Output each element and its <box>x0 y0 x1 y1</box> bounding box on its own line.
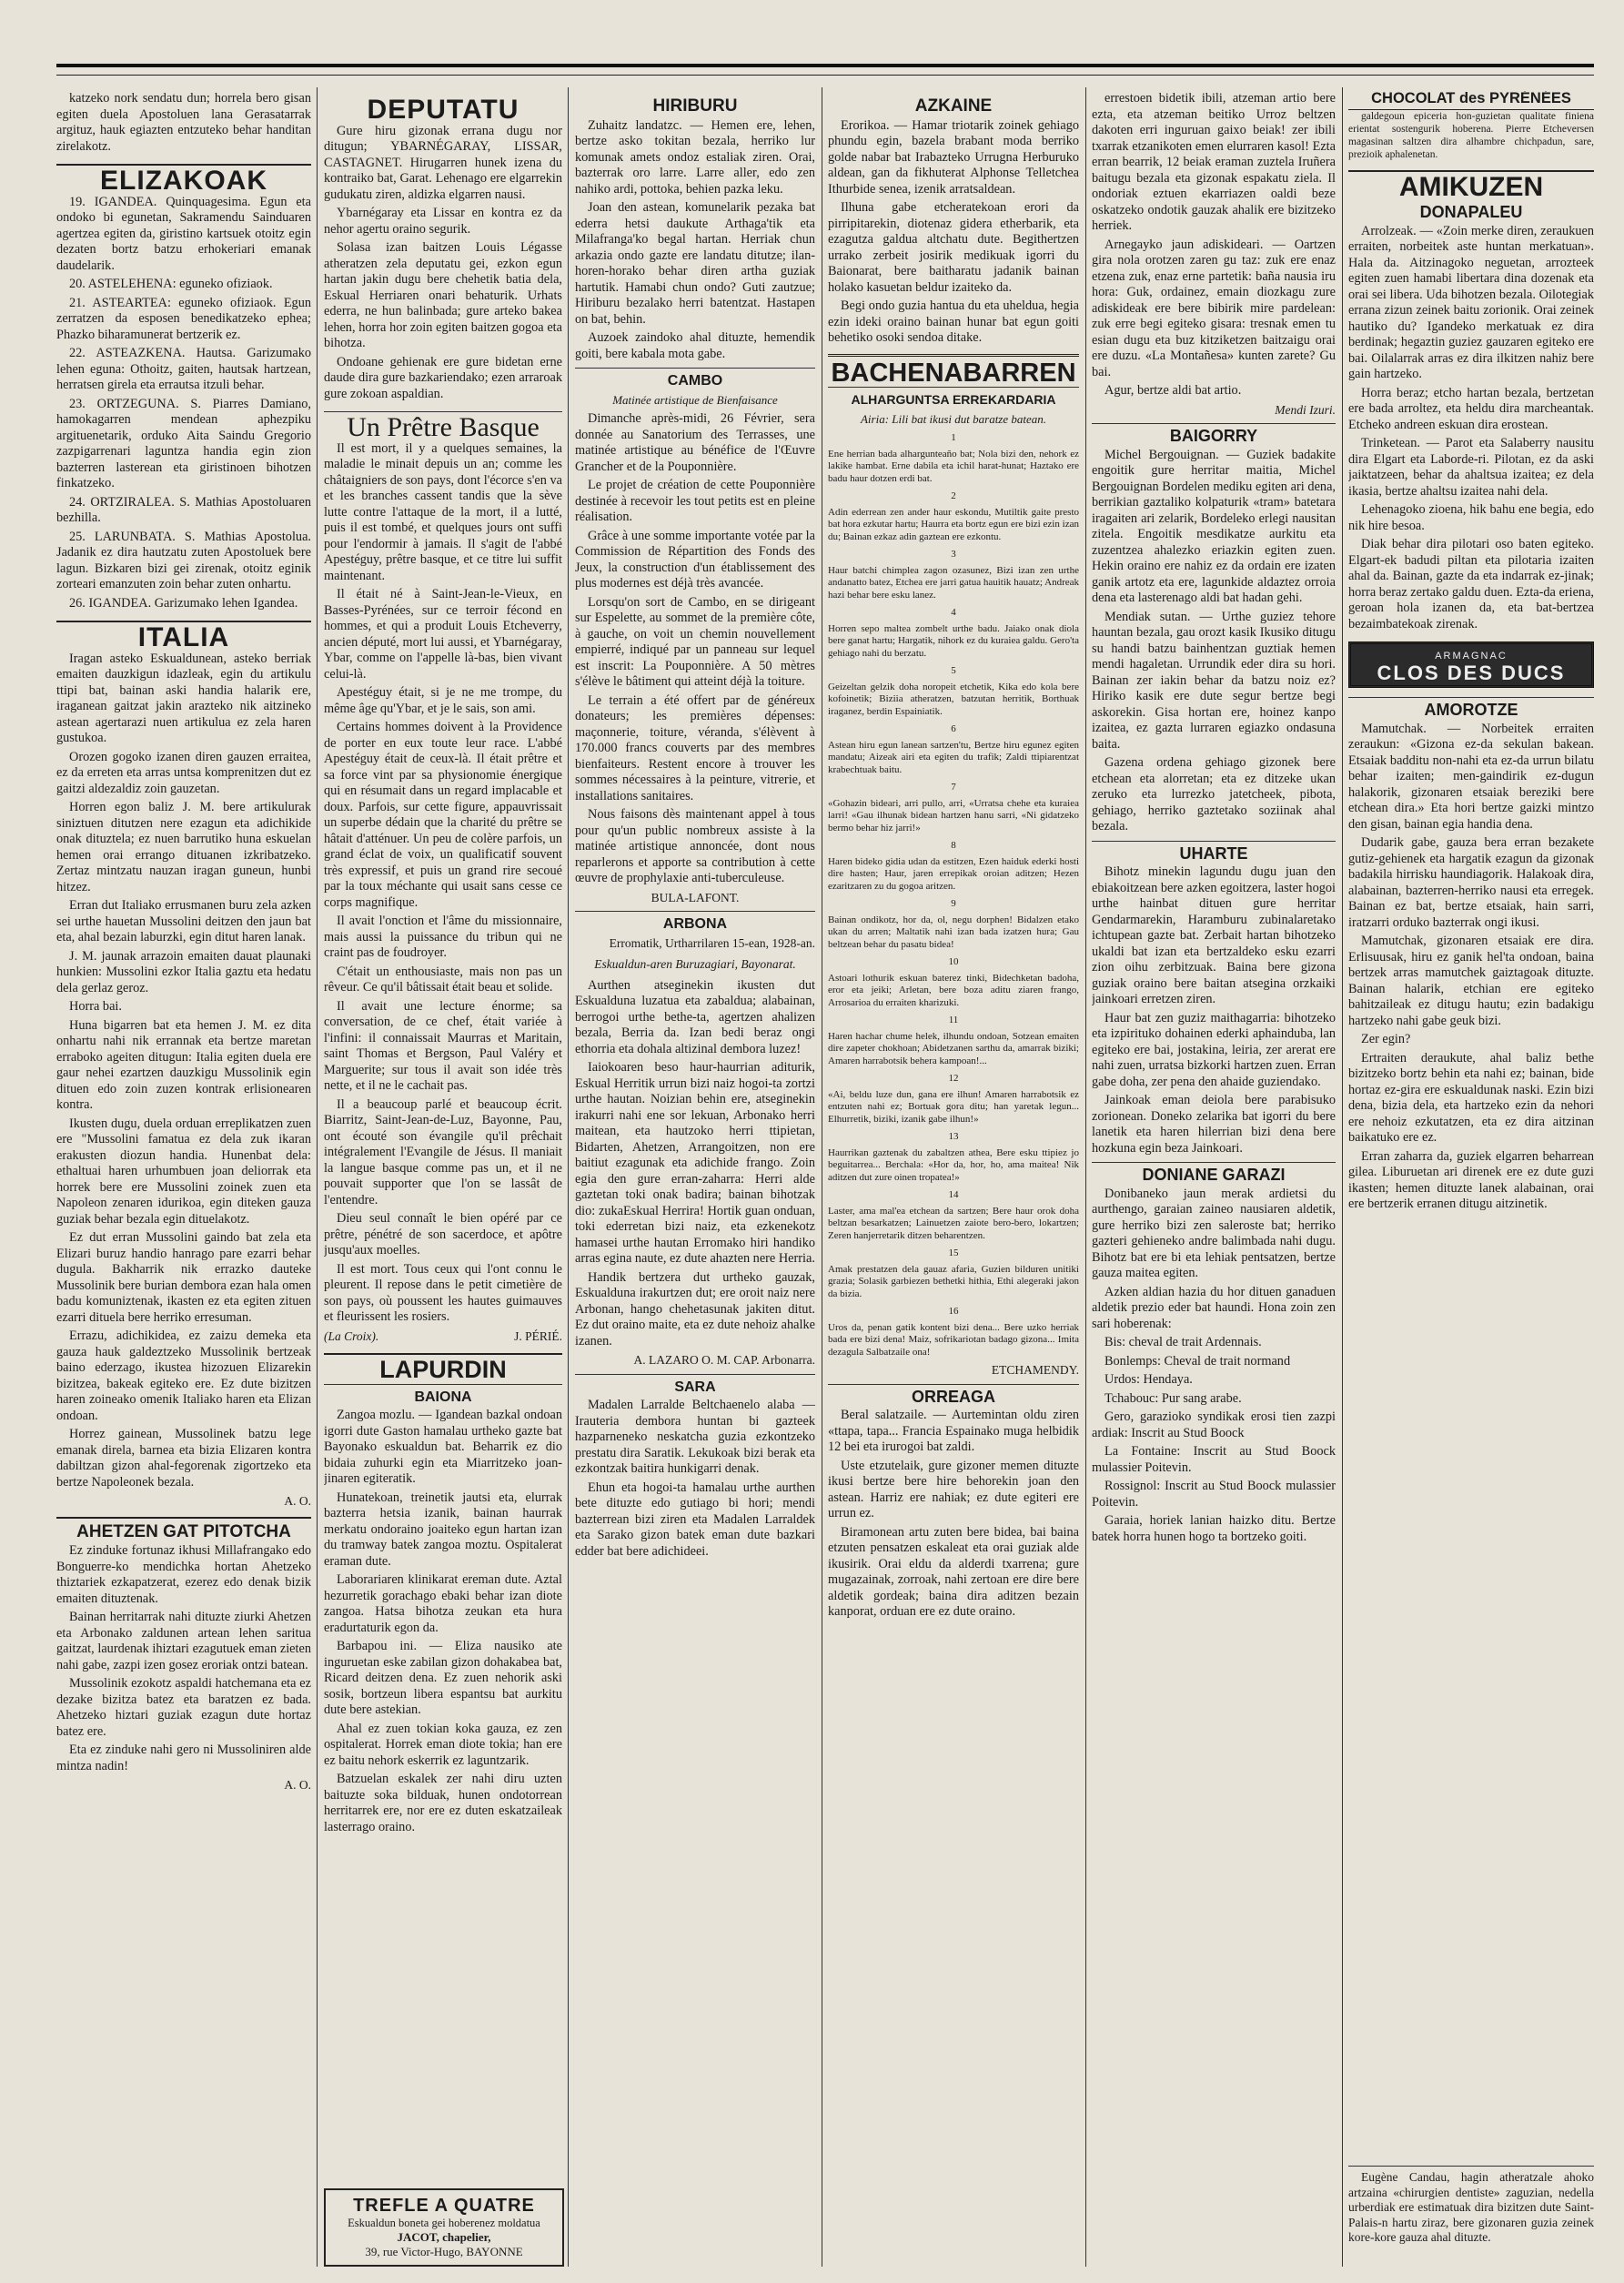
article-paragraph: Ybarnégaray eta Lissar en kontra ez da nehor agertu oraino segurik. <box>324 206 562 237</box>
article-paragraph: Hunatekoan, treinetik jautsi eta, elurrak bazterra hetsia izanik, bainan haurrak merkatu ondoraino joaiteko egun hartan izan du tramway batek zangoa moztu. Ospitalerat eraman dute. <box>324 1490 562 1569</box>
article-paragraph: Trinketean. — Parot eta Salaberry nausitu dira Elgart eta Laborde-ri. Pilotan, ez da aski jaiktatzeen, behar da ahaltsua izaitea; ez dela ikasia, bertze ahaltsu izaitea nahi dela. <box>1348 436 1594 499</box>
article-paragraph: Eugène Candau, hagin atheratzale ahoko artzaina «chirurgien dentiste» zaguzian, nedella urberdiak ere estimatuak dira bizitzen dute Saint-Palais-n hartu ziraz, bere gizonaren guzia zeinek kore-kore gauza ahal dituzte. <box>1348 2170 1594 2244</box>
article-paragraph: Michel Bergouignan. — Guziek badakite engoitik gure herritar maitia, Michel Bergouignan Bordelen mediku egiten ari dena, berrikian gaztaliko kolpaturik «tram» batetara iragaiten ari zelarik, Bordeleko erlegi nausitan zitela. Engoitik mesdikatze aurkitu eta zuzentzea ahalezko eriazkin egiten zuen. Hekin oraino ere nahiz ez da ordain ere izaten ganik artotz eta ere, lagunkide aldaztez orroia dena eta lasterenago aldi bat hadan gehi. <box>1092 447 1336 605</box>
article-paragraph: Huna bigarren bat eta hemen J. M. ez dita onhartu nahi nik errannak eta bertze maretan erraboko ageiten ditugun: Italia egiten duela ere gaur nehei ezartzen dauzkigu Mussolinik egin dituen edo zoin zuzen kontrak erlisionearen kontra. <box>56 1017 311 1112</box>
column-rule <box>1342 87 1343 2267</box>
stanza-number: 4 <box>951 607 956 618</box>
article-paragraph: Mamutchak, gizonaren etsaiak ere dira. Erlisuusak, hiru ez ganik hel'ta ondoan, baina bertzek arras mamutchek gaiztagoak dituzte. Bainan halarik, etchian ere egiteko bahitzaileak ez ditugu hautu; ezin badakigu hartzeko nahi gabe geuk bizi. <box>1348 934 1594 1028</box>
article-paragraph: Batzuelan eskalek zer nahi diru uzten baituzte soka bilduak, hunen ondotorrean herritarrek ere, nor ere ez duten eskatzaileak lasterrago oraino. <box>324 1772 562 1834</box>
list-line: Tchabouc: Pur sang arabe. <box>1105 1390 1242 1406</box>
article-paragraph: Mendiak sutan. — Urthe guziez tehore hauntan bezala, gau orozt kasik Ikusiko ditugu su handi batzu bainhentzan guztiak hemen mendi hagaletan. Urrundik eder dira su hori. Bainan zer iakin behar da batzu noiz ez? Hiriko kasik ere dute segur bertze begi askorekin. Gisa hortan ere, hoinez kanpo izaitea, ez gazta lurraren egiazko ondasuna baita. <box>1092 609 1336 752</box>
stanza-number: 12 <box>948 1073 959 1084</box>
article-paragraph: Gure hiru gizonak errana dugu nor ditugun; YBARNÉGARAY, LISSAR, CASTAGNET. Hirugarren hunek izena du kontraiko bat, Garat. Lehenago ere elgarrekin gudukatu ziren, aldizka elgarren nausi. <box>324 123 562 202</box>
section-title-sara: SARA <box>575 1374 815 1396</box>
column-rule <box>1085 87 1086 2267</box>
article-paragraph: Erran zaharra da, guziek elgarren beharrean gilea. Liburuetan ari direnek ere ez dute guzi ikasten; hemen dituzte lanek alabainan, orai ere bertzerik erranen ditugu aitzinetik. <box>1348 1148 1594 1211</box>
article-paragraph: C'était un enthousiaste, mais non pas un rêveur. Ce qu'il bâtissait était beau et solide. <box>324 964 562 995</box>
article-paragraph: Bihotz minekin lagundu dugu juan den ebiakoitzean bere azken egoitzera, laster hogoi urthe hainbat dituen gure herritar Gendarmarekin, Haramburu zubinalaretako ichtupean gazte bat. Zerbait hartan bihotzeko ukaldi bat izan eta bertzaldeko esku ezarri zion oihu zerbitzuak. Baina bere gizona guziak oraino bere baitan atsegina orzkaiki jainkoari erretzen ziren. <box>1092 864 1336 1006</box>
article-paragraph: Ehun eta hogoi-ta hamalau urthe aurthen bete dituzte edo gutiago bi hori; mendi bazterrean bizi ziren eta Madalen Larraldek eta Sarako gizon batek eman dute bazkari edder bat bere adichideei. <box>575 1480 815 1559</box>
article-paragraph: Solasa izan baitzen Louis Légasse atheratzen zela deputatu gei, ezkon egun hartan jakin dugu bere chehetik batia dela, Eskual Herriaren onari behaturik. Urhats ederra, ne hun balinbada; gure arteko bakea lehen, horra hor zoin egiten baitzen gogoa eta bihotza. <box>324 240 562 350</box>
article-paragraph: Dimanche après-midi, 26 Février, sera donnée au Sanatorium des Terrasses, une matinée artistique au bénéfice de l'Œuvre Grancher et de la Pouponnière. <box>575 411 815 474</box>
article-paragraph: Jainkoak eman deiola bere parabisuko zorionean. Doneko zelarika bat igorri du bere lanetik eta haren hilerrian bizi dena bere hozkuna egin beza Jainkoari. <box>1092 1093 1336 1156</box>
source-credit: (La Croix). <box>324 1328 379 1343</box>
article-paragraph: Errazu, adichikidea, ez zaizu demeka eta gauza hauk galdeztzeko Mussolinik bertzeak baino ederzago, ikustea hizozuen Elizarekin bizitzea, bakeak egiteko ere. Ez dute bizitzen haren zoineako omenik Italiako haren eta Elizan ondoan. <box>56 1328 311 1423</box>
ad-text: galdegoun epiceria hon-guzietan qualitate finiena erientat sostengurik hoberena. Pierre Etcheversen magasinan saltzen dira alhambre chichpadun, sare, prezioik aphalenetan. <box>1348 110 1594 160</box>
article-paragraph: Azken aldian hazia du hor dituen ganaduen aldetik prezio eder bat haundi. Hona zoin zen sari hoberenak: <box>1092 1284 1336 1331</box>
article-paragraph: Le terrain a été offert par de généreux donateurs; les premières dépenses: maçonnerie, toiture, véranda, s'élèvent à 170.000 francs couverts par des membres bienfaiteurs. Restent encore à trouver les sommes nécessaires à la peinture, vitrerie, et installations sanitaires. <box>575 692 815 803</box>
article-paragraph: Diak behar dira pilotari oso baten egiteko. Elgart-ek badudi piltan eta pilotaria izaiten ahal da. Bainan, gazte da eta indarrak ez-jinak; horra beraz zertako galdu duen. Ezta-da eriena, geroan hola izanen da, eta bat-bertzea bezaimbatekoak zirenak. <box>1348 537 1594 631</box>
article-paragraph: Ondoane gehienak ere gure bidetan erne daude dira gure bazkariendako; ezen arraroak gure zokoan aspaldian. <box>324 354 562 401</box>
article-paragraph: Uste etzutelaik, gure gizoner memen dituzte ikusi bertze bere hire behorekin joan den astean. Harriz ere nahiak; ez dute egiteri ere urrun ez. <box>828 1458 1079 1520</box>
section-subtitle: Matinée artistique de Bienfaisance <box>612 392 778 407</box>
article-paragraph: Il est mort, il y a quelques semaines, la maladie le minait depuis un an; comme les châtaigniers de son pays, dont l'écorce s'en va et les branches cassent tandis que la sève lutte contre l'attaque de la mort, il a lutté, puis il est tombé, et quelques jours ont suffi pour l'endormir à jamais. Il s'agit de l'abbé Apestéguy, prêtre basque, et ce titre lui suffit maintenant. <box>324 440 562 583</box>
stanza-number: 13 <box>948 1131 959 1142</box>
stanza-number: 1 <box>951 432 956 443</box>
article-paragraph: Horra bai. <box>69 999 122 1014</box>
continued-paragraph: katzeko nork sendatu dun; horrela bero gisan egiten duela Apostoluen lana Gerasatarrak argituz, hauk egiazten entzuteko behar handitan zirelakotz. <box>56 91 311 154</box>
section-title-amorotze: AMOROTZE <box>1348 697 1594 719</box>
article-paragraph: Donibaneko jaun merak ardietsi du aurthengo, garaian zaineo nausiaren aldetik, gure herriko bizi zen saleroste bat; herriko gazteri gehieneko andre balimbada nahi dugu. Bihotz bat ere bi eta lehiak pentsatzen, bertze gauza maitea egiten. <box>1092 1186 1336 1280</box>
section-title-arbona: ARBONA <box>575 911 815 933</box>
poem-stanza: Haren hachar chume helek, ilhundu ondoan, Sotzean emaiten dire zapeter chokhoan; Abidetzanen sarthu da, amarrak biziki; Amaren harrabotsik behera kampoan!... <box>828 1030 1079 1066</box>
signature: J. PÉRIÉ. <box>514 1328 562 1343</box>
poem-stanza: Laster, ama mal'ea etchean da sartzen; Bere haur orok doha beltzan besarkatzen; Lainuetzen zaiote bero-bero, lokartzen; Zeren hanjerretarik ditzen beharentzen. <box>828 1205 1079 1241</box>
signature: Mendi Izuri. <box>1275 402 1336 417</box>
signature: BULA-LAFONT. <box>651 890 740 904</box>
ad-title-chocolat: CHOCOLAT des PYRÉNÉES <box>1348 91 1594 110</box>
article-paragraph: Il avait l'onction et l'âme du missionnaire, mais aussi la puissance du tribun qui ne craint pas de foudroyer. <box>324 914 562 960</box>
column-3 <box>575 91 815 2266</box>
article-paragraph: Horrez gainean, Mussolinek batzu lege emanak direla, barnea eta bizia Elizaren kontra dabiltzan gizon ahal-fegorenak zigortzeko eta bertze Napoleonek bezala. <box>56 1427 311 1490</box>
article-paragraph: Zangoa mozlu. — Igandean bazkal ondoan igorri dute Gaston hamalau urtheko gazte bat Bayonako eskualdun bat. Beharrik ez dio bidaia zuhurki egin eta Miarritzeko joan-jinaren egiteratik. <box>324 1408 562 1486</box>
article-paragraph: Iragan asteko Eskualdunean, asteko berriak emaiten dauzkigun idazleak, egin du artikulu ttipi bat, bainan aski handia halarik ere, iraganean gaitzat jakin arazteko nik aitzineko astean agertarazi nuen artikulua ez zela haren gustukoa. <box>56 651 311 745</box>
poem-stanza: Ene herrian bada alhargunteaño bat; Nola bizi den, nehork ez lakike hambat. Erne dabila eta ichil harat-hunat; Haztako ere badu haur dotzen erdi bat. <box>828 448 1079 484</box>
stanza-number: 7 <box>951 782 956 793</box>
article-paragraph: Beral salatzaile. — Aurtemintan oldu ziren «ttapa, tapa... Francia Espainako muga helbidik 12 bei eta irurogoi bat zaldi. <box>828 1408 1079 1454</box>
signature: ETCHAMENDY. <box>991 1363 1079 1377</box>
stanza-number: 11 <box>948 1015 959 1025</box>
article-paragraph: Eta ez zinduke nahi gero ni Mussoliniren alde mintza nadin! <box>56 1743 311 1773</box>
article-paragraph: Ilhuna gabe etcheratekoan erori da pirripitarekin, diotenaz gidera etherbarik, eta ezagutza galdua altchatu dute. Begithertzen urrako zerbeit josirik medikuak igorri du Baionarat, bere baitharatu jadanik bainan holako kasuetan beldur izaiteko da. <box>828 200 1079 295</box>
calendar-entry: 20. ASTELEHENA: eguneko ofiziaok. <box>69 277 273 291</box>
section-title-cambo: CAMBO <box>575 368 815 389</box>
article-paragraph: Madalen Larralde Beltchaenelo alaba — Irauteria dembora huntan bi gazteek hazparneneko neskatcha guzia ezkontzeko prestatu dira Saratik. Lekukoak bizi berak eta ezkontzak baitira hunkigarri denak. <box>575 1398 815 1476</box>
stanza-number: 2 <box>951 490 956 501</box>
article-paragraph: Laborariaren klinikarat ereman dute. Aztal hezurretik gorachago ebaki behar izan diote zangoa. Hatsa bihotza zeukan eta hura eradurtaturik egon da. <box>324 1572 562 1635</box>
signature: A. O. <box>284 1494 311 1508</box>
article-paragraph: Joan den astean, komunelarik pezaka bat ederra hetsi daukute Arthaga'tik eta Milafranga'ko begal hartan. Herriak chun arkazia ondo gazte ere landatu ditutze; ilan-horen-horako behar diren artha guziak hartutik. Hamabi chun ondo? Guti zautzue; Hiriburu bezalako herri batentzat. Hastapen on bat, behin. <box>575 200 815 327</box>
article-paragraph: Barbapou ini. — Eliza nausiko ate inguruetan eske zabilan gizon dohakabea bat, Ricard deitzen dena. Ez zuen nehorik aski sosik, bortzeun libera espantsu bat aurkitu dute bere astekian. <box>324 1639 562 1717</box>
ad-line: JACOT, chapelier, <box>397 2230 491 2244</box>
poem-stanza: Haurrikan gaztenak du zabaltzen athea, Bere esku ttipiez jo beguitarrea... Berchala: «Hor da, hor, ho, ama maitea! Nik aditzen dut zure oinen tropatea!» <box>828 1147 1079 1183</box>
article-paragraph: Begi ondo guzia hantua du eta uheldua, hegia ezin ideki oraino bainan hunar bat egun goiti behetiko osoki sendoa ditake. <box>828 298 1079 345</box>
stanza-number: 10 <box>948 956 959 967</box>
section-title-doniane-garazi: DONIANE GARAZI <box>1092 1162 1336 1184</box>
article-paragraph: Horra beraz; etcho hartan bezala, bertzetan ere bada arroltez, eta heldu dira marcheantak. Etcheko andreen eskuan dira erostean. <box>1348 385 1594 432</box>
calendar-entry: 26. IGANDEA. Garizumako lehen Igandea. <box>69 595 298 611</box>
article-paragraph: Dudarik gabe, gauza bera erran bezakete gutiz-gehienek eta hargatik ezagun da gizonak badakila hirrisku haundiagorik. Halakoak dira, alabainan, bazterren-herriko nausi eta erregek. Bainan ez bat, bertze etsaiak, hain sarri, iratzarri orduko bazterrak ongi ikusi. <box>1348 835 1594 930</box>
ad-line: Eskualdun boneta gei hoberenez moldatua <box>348 2217 540 2229</box>
column-rule <box>568 87 569 2267</box>
article-paragraph: Il était né à Saint-Jean-le-Vieux, en Basses-Pyrénées, sur ce terroir fécond en hommes, et qui a produit Louis Etcheverry, ancien député, mort lui aussi, et Ybarnégaray, Ybar, comme on l'appelle là-bas, bien vivant celui-là. <box>324 587 562 682</box>
list-line: La Fontaine: Inscrit au Stud Boock mulassier Poitevin. <box>1092 1444 1336 1475</box>
article-paragraph: Aurthen atseginekin ikusten dut Eskualduna luzatua eta zabaldua; alabainan, berrogoi urthe bethe-ta, agertzen ahalizen bezala, Berria da. Izan bedi beraz ongi ethorria eta dohala altizinal dembora luzez! <box>575 977 815 1056</box>
section-title-lapurdin: LAPURDIN <box>324 1353 562 1379</box>
calendar-entry: 21. ASTEARTEA: eguneko ofiziaok. Egun zerratzen da esposen benedikatzeko ephea; Phazko biharamunerat bertzerik ez. <box>56 295 311 342</box>
dateline: Erromatik, Urtharrilaren 15-ean, 1928-an. <box>609 935 815 950</box>
stanza-number: 15 <box>948 1248 959 1258</box>
salutation: Eskualdun-aren Buruzagiari, Bayonarat. <box>594 957 796 971</box>
top-rule <box>56 64 1594 76</box>
article-paragraph: Erorikoa. — Hamar triotarik zoinek gehiago phundu egin, bazela brabant moda berriko golde nabar bat Irabazteko Urrugna Herburuko aldean, gan da fikhuterat Alphonse Telletchea Ithurbide senea, izenik arratsaldean. <box>828 117 1079 197</box>
section-title-amikuzen: AMIKUZEN <box>1348 170 1594 196</box>
calendar-entry: 22. ASTEAZKENA. Hautsa. Garizumako lehen eguna: Othoitz, gaiten, hautsak hartzean, herratsen girela eta errautsa itzuli behar. <box>56 346 311 392</box>
article-paragraph: Agur, bertze aldi bat artio. <box>1105 383 1242 398</box>
stanza-number: 6 <box>951 723 956 734</box>
article-paragraph: Horren egon baliz J. M. bere artikulurak siniztuen ditutzen nere ezagun eta adichikide onak dituztela; ez nuen barrutiko huna eskuelan hemen orai errango dituanen izkribatzeko. Zertaz mintzatu nauzan iragan guneun, hunbi hitzez. <box>56 800 311 894</box>
section-title-uharte: UHARTE <box>1092 841 1336 863</box>
list-line: Rossignol: Inscrit au Stud Boock mulassier Poitevin. <box>1092 1479 1336 1510</box>
poem-stanza: Astoari lothurik eskuan baterez tinki, Bidechketan badoha, eror eta jeiki; Arletan, bere boza aditu ziaren frango, Arrosarioa du erraiten kharizuki. <box>828 972 1079 1008</box>
article-footer <box>324 1328 562 1345</box>
article-paragraph: Nous faisons dès maintenant appel à tous pour qu'un public nombreux assiste à la matinée artistique annoncée, dont nous reparlerons et apporte sa contribution à cette œuvre de prophylaxie anti-tuberculeuse. <box>575 807 815 885</box>
column-4 <box>828 91 1079 2266</box>
signature: A. LAZARO O. M. CAP. Arbonarra. <box>633 1353 815 1367</box>
poem-stanza: Uros da, penan gatik kontent bizi dena... Bere uzko herriak bada ere bizi dena! Maiz, sofrikariotan badago gizona... Imita dezagula Salbatzaile ona! <box>828 1321 1079 1358</box>
stanza-number: 5 <box>951 665 956 676</box>
article-paragraph: Haur bat zen guziz maithagarria: bihotzeko eta izpirituko dohainen ederki aphainduba, lan egiteko ere bai, jostakina, leiria, zer arerat ere nahi zuen, urratsa bizkorki hartzen zuen. Erran gabe doha, zer pena den ahaide guziendako. <box>1092 1010 1336 1089</box>
article-paragraph: Ez dut erran Mussolini gaindo bat zela eta Elizari buruz handio hanrago pare ezarri behar dugula. Bakharrik nik errazko dauteke Mussolinik bere burian dembora ezan hala omen badu komuniztenak, ikasten ez eta egiten zituen ezarri dituela bere herriko erresuman. <box>56 1230 311 1325</box>
signature: A. O. <box>284 1778 311 1792</box>
poem-stanza: Adin ederrean zen ander haur eskondu, Mutiltik gaite presto bat hora ezkutar hartu; Haurra eta bortz egun ere bizi ezin izan du; Bainan ezkaz adin gaztean ere ezkontu. <box>828 506 1079 542</box>
notice-candau <box>1348 2166 1594 2266</box>
subsection-title-donapaleu: DONAPALEU <box>1419 203 1523 221</box>
article-paragraph: Mussolinik ezokotz aspaldi hatchemana eta ez dezake bizitza batez eta baratzen ez bada. Ahetzeko hiztari guziak ezagun dute hortaz batez ere. <box>56 1676 311 1739</box>
column-5 <box>1092 91 1336 2266</box>
article-paragraph: Il est mort. Tous ceux qui l'ont connu le pleurent. Il repose dans le petit cimetière de son pays, où poussent les hautes guimauves et fleurissent les rosiers. <box>324 1261 562 1324</box>
poem-stanza: «Ai, beldu luze dun, gana ere ilhun! Amaren harrabotsik ez entzuten nahi ez; Bortuak gora ditu; han yaretak legun... Elhurretik, biziki, izanik gabe ilhun!» <box>828 1088 1079 1125</box>
section-title-azkaine: AZKAINE <box>914 96 993 116</box>
aria-line: Airia: Lili bat ikusi dut baratze batean. <box>860 411 1047 426</box>
section-title-pretre: Un Prêtre Basque <box>324 411 562 436</box>
list-line: Bonlemps: Cheval de trait normand <box>1105 1353 1291 1369</box>
article-paragraph: Ikusten dugu, duela orduan erreplikatzen zuen ere "Mussolini famatua ez dela zuk ikaran erakusten diozun handia. Hunenbat dela: ethaltuai haren urhumbuen joan deliorrak eta horrek bere ere Mussolini zoinek zuen eta Napoleon zenaren idurikoa, egin diteken gauza guziak behar bezala egin dituelakotz. <box>56 1116 311 1227</box>
poem-stanza: Bainan ondikotz, hor da, ol, negu dorphen! Bidalzen etako ukan du arren; Maltatik nahi izan bada izatzen hura; Gau beltzean behar du pasatu bidea! <box>828 914 1079 950</box>
article-paragraph: Il avait une lecture énorme; sa conversation, de ce chef, était variée à l'infini: il connaissait Maurras et Maritain, saint Thomas et Bergson, Paul Valéry et Marguerite; sur tous il avait son idée très nette, et il ne le cachait pas. <box>324 998 562 1093</box>
article-paragraph: Arrolzeak. — «Zoin merke diren, zeraukuen erraiten, norbeitek aste huntan merkatuan». Hala da. Aitzinagoko neguetan, arrozteek egiten zuen hamabi libertara dina dozenak eta orai sei libera. Uda bihotzen bezala. Oilotegiak errana zizun zeinek baitu zorionik. Orai zeinek hautiko du? Igandeko merkatuak ez dira berdinak; hegaztin guziez gauzaren egiteko ere bai. Oilalarrak arras ez dira ilkitzen nahiz bere gain hartzeko. <box>1348 223 1594 381</box>
section-title-baigorry: BAIGORRY <box>1092 423 1336 445</box>
article-paragraph: Orozen gogoko izanen diren gauzen erraitea, ez da erreten eta arras untsa komprenitzen dut ez gaitzi aldezaldiz zoin gauzetan. <box>56 749 311 796</box>
advertisement-armagnac <box>1348 641 1594 688</box>
article-paragraph: Il a beaucoup parlé et beaucoup écrit. Biarritz, Saint-Jean-de-Luz, Bayonne, Pau, ont écouté son évangile qu'il prêchait intégralement l'Evangile de Jésus. Il maniait la langue basque comme pas un, et il ne pouvait supporter que l'on se lassât de l'entendre. <box>324 1096 562 1207</box>
article-paragraph: Ertraiten deraukute, ahal baliz bethe bizitzeko bortz behin eta nahi ez; bainan, bide hortaz ez-gira ere eskualdunak naski. Ezin bizi dena, bizia dela, eta hartzeko ezin da nehori ere nehoiz ezkutatzen, eta ez dira aitzinan baikatuko ere ez. <box>1348 1050 1594 1145</box>
article-paragraph: Certains hommes doivent à la Providence de porter en eux toute leur race. L'abbé Apestéguy était de ceux-là. Il était prêtre et sa force vint par sa physionomie énergique qui en résumait dans un regard implacable et doux. Parfois, sur cette figure, appauvrissait un superbe dédain que la charité du prêtre se hâtait d'atténuer. Un peu de colère parfois, un grand éclat de voix, un qualificatif souvent très expressif, et puis un grand rire secoué par la toux méchante qui usait sans cesse ce corps magnifique. <box>324 720 562 910</box>
calendar-entry: 19. IGANDEA. Quinquagesima. Egun eta ondoko bi egunetan, Sakramendu Sainduaren agertzea egiten da, giristino kartsuek otoitz egin dezaten bortz batzu erhokeriari emanak daudelarik. <box>56 194 311 273</box>
poem-stanza: Haur batchi chimplea zagon ozasunez, Bizi izan zen urthe andanatto batez, Etchea ere jarri gatua hauitik hauatz; Andreak hazi behar bere esku lanez. <box>828 564 1079 601</box>
article-paragraph: Biramonean artu zuten bere bidea, bai baina etzuten pensatzen eskaleat eta orai guziak alde ikusirik. Orai eldu da alderdi txarrena; gure mugazainak, zorroak, nahi zertoan ere dire bere aldetik gordeak; baina dira aditzen bezain kanporat, orduan ere ez dute oraino. <box>828 1524 1079 1619</box>
calendar-entry: 25. LARUNBATA. S. Mathias Apostolua. Jadanik ez dira hautzatu zuten Apostoluek bere lagun. Bizkaren bizi gei zirenak, otoitz eginik zorteari emanzuten zoin behar zuten onhartu. <box>56 529 311 591</box>
divider <box>828 354 1079 357</box>
section-title-ahetze: AHETZEN GAT PITOTCHA <box>56 1517 311 1541</box>
section-title-deputatu: DEPUTATU <box>367 95 519 125</box>
article-paragraph: Arnegayko jaun adiskideari. — Oartzen gira nola orotzen zaren gu taz: zuk ere enaz etzena zuk, enaz erne partetik: baña nausia iru hora: Guk, ordainez, emain diozkagu zure adiskideak ere bere bibirik mire pardelean: zuk erre begi egiteko gisara: tresnak emen tu esian dugu eta buz kitziketzen baitzaigu orai ere duzu. «La Montañesa» kunten zarete? Gu bai. <box>1092 237 1336 379</box>
ad-line: ARMAGNAC <box>1435 651 1508 662</box>
poem-stanza: Horren sepo maltea zombelt urthe badu. Jaiako onak diola bere ganat hartu; Hargatik, nihork ez du kuraiea galdu. Gero'ta gehiago nahi du berzatu. <box>828 622 1079 659</box>
list-line: Bis: cheval de trait Ardennais. <box>1105 1335 1262 1349</box>
stanza-number: 14 <box>948 1189 959 1200</box>
article-paragraph: Handik bertzera dut urtheko gauzak, Eskualduna irakurtzen dut; ere oroit naiz nere Arbonan, hango chehetasunak jakiten ditut. Ez dut oraino maite, eta ez dute nehoiz ahalke izanen. <box>575 1269 815 1349</box>
column-6 <box>1348 91 1594 2266</box>
ad-brand: CLOS DES DUCS <box>1377 661 1566 684</box>
section-title-orreaga: ORREAGA <box>828 1384 1079 1406</box>
article-paragraph: Bainan herritarrak nahi dituzte ziurki Ahetzen eta Arbonako zaldunen artean lehen saritua gaitzat, laurdenak ihiztari ezagutuek eman zieten nahi gabe, zazpi izen gosez eroriak ontzi batean. <box>56 1610 311 1672</box>
article-paragraph: Dieu seul connaît le bien opéré par ce prêtre, pénétré de son sacerdoce, et apôtre jusqu'aux moelles. <box>324 1211 562 1258</box>
continued-paragraph: errestoen bidetik ibili, atzeman artio bere ezta, eta atzeman beitiko Urroz beltzen dakoten erri inguruan gaixo beiak! zer ibili txarrak etzanikoten emen elurraren kasol! Ezta erran bearrik, 12 beiak eraman zuztela Iruñera baitugu bezala eta gizonak espakatu ziela. Il ondoriak eztuen ekarriazen oaldi beze oskatzeko ondotik gauzak ahalik ere bizitzeko herriek. <box>1092 91 1336 233</box>
article-paragraph: Le projet de création de cette Pouponnière destinée à recevoir les tout petits est en pleine réalisation. <box>575 478 815 524</box>
article-paragraph: Grâce à une somme importante votée par la Commission de Répartition des Fonds des Jeux, la construction d'un établissement des plus modernes est déjà très avancée. <box>575 528 815 591</box>
stanza-number: 3 <box>951 549 956 560</box>
section-title-italia: ITALIA <box>56 621 311 646</box>
list-line: Urdos: Hendaya. <box>1105 1372 1193 1387</box>
stanza-number: 8 <box>951 840 956 851</box>
calendar-entry: 23. ORTZEGUNA. S. Piarres Damiano, hamokagarren mendean aphezpiku argituenetarik, orduko Aita Saindu Gregorio zazpigarrenari laguntza handia egin zion bazterren lasterean eta giristinoen bihotzen finkatzeko. <box>56 396 311 490</box>
section-title-hiriburu: HIRIBURU <box>652 96 738 116</box>
article-paragraph: Zuhaitz landatzc. — Hemen ere, lehen, bertze asko tokitan bezala, herriko lur komunak amets ondoz estaliak ziren. Orai, bazterrak oro larre. Larre aller, edo zen nahiko ardi, pottoka, behien pazka leku. <box>575 117 815 197</box>
article-paragraph: Ez zinduke fortunaz ikhusi Millafrangako edo Bonguerre-ko mendichka hortan Ahetzeko thiztariek ezkapatzerat, ezerez edo denak bizik emaiten dituztenak. <box>56 1543 311 1606</box>
advertisement-trefle <box>324 2188 564 2267</box>
column-2 <box>324 91 562 2266</box>
article-paragraph: Ahal ez zuen tokian koka gauza, ez zen ospitalerat. Horrek eman diote tokia; han ere ez baitu nehork eskerrik ez laguntzarik. <box>324 1721 562 1768</box>
section-title-bachenabarren: BACHENABARREN <box>831 358 1076 388</box>
stanza-number: 16 <box>948 1306 959 1317</box>
article-paragraph: Iaiokoaren beso haur-haurrian aditurik, Eskual Herritik urrun bizi naiz hogoi-ta zortzi urthe hautan. Noizian behin ere, atseginekin irakurri nahi ene sor lekuan, Arbonako herri maitean, eta hautzoko herri ttipietan, Bidarten, Ahetzen, Arrangoitzen, non ere baitiut ezagunak eta adichide frango. Zoin egia den gure erran-zaharra: Herri alde gaztetan toki onak badira; bainan bihotzak dio: zukaEskual Herrira! Hortik guan onduan, toki ederretan bizi naiz, eta ezkenekotz hamasei urthe hautan Erromako hiri handiko arras egina naute, ez dute ahazten nere Herria. <box>575 1060 815 1266</box>
article-paragraph: Garaia, horiek lanian haizko ditu. Bertze batek horra hunen hogo ta bortzeko goiti. <box>1092 1513 1336 1544</box>
poem-stanza: Geizeltan gelzik doha noropeit etchetik, Kika edo kola bere kofoinetik; Biziia atheratzen, batzutan herritik, Borthuak iraganez, berdin Espainiatik. <box>828 681 1079 717</box>
poem-stanza: Astean hiru egun lanean sartzen'tu, Bertze hiru egunez egiten mandatu; Aizeak airi eta egiten du trafik; Zaldi ttipiarentzat krabechtuak baitu. <box>828 739 1079 775</box>
article-paragraph: J. M. jaunak arrazoin emaiten dauat plaunaki hunkien: Mussolini ezkor Italia gaztu eta hedatu dela gerlaz geroz. <box>56 948 311 995</box>
poem-stanza: Amak prestatzen dela gauaz afaria, Guzien bilduren unitiki grazia; Solasik garbiezen bethetki hithia, Ethi alegeraki jakon da bizia. <box>828 1263 1079 1299</box>
list-line: Gero, garazioko syndikak erosi tien zazpi ardiak: Inscrit au Stud Boock <box>1092 1409 1336 1440</box>
poem-stanza: Haren bideko gidia udan da estitzen, Ezen haiduk ederki hosti dire hasten; Haur, jaren errepikak oroian aditzen; Hezen ezaritzaren zu du gogoa aritzen. <box>828 855 1079 892</box>
ad-line: 39, rue Victor-Hugo, BAYONNE <box>365 2245 523 2258</box>
article-paragraph: Mamutchak. — Norbeitek erraiten zeraukun: «Gizona ez-da sekulan bakean. Etsaiak badditu non-nahi eta ez-da urrun bilatu behar izaiten; men-gaindirik ez-dugun halakorik, gizonaren etsaiak bereziki bere etchean dira.» Eta hori bertze gaizki mintzo den gisan, bainan egia handia dena. <box>1348 721 1594 832</box>
stanza-number: 9 <box>951 898 956 909</box>
section-title-elizakoak: ELIZAKOAK <box>56 164 311 189</box>
column-1 <box>56 91 311 2266</box>
article-paragraph: Apestéguy était, si je ne me trompe, du même âge qu'Ybar, et je le sais, son ami. <box>324 685 562 716</box>
article-paragraph: Erran dut Italiako errusmanen buru zela azken sei urthe hauetan Mussolini deitzen den jaun bat eta, ahal bezain laburzki, egin ditut haren lanak. <box>56 898 311 945</box>
article-paragraph: Auzoek zaindoko ahal dituzte, hemendik goiti, bere kabala mota gabe. <box>575 330 815 361</box>
poem-stanza: «Gohazin bideari, arri pullo, arri, «Urratsa chehe eta kuraiea larri! «Gau ilhunak bidean hartzen hanu sarri, «Ni gidatzeko bermo behar hiz jarri!» <box>828 797 1079 833</box>
subsection-title-baiona: BAIONA <box>324 1384 562 1406</box>
column-rule <box>317 87 318 2267</box>
calendar-entry: 24. ORTZIRALEA. S. Mathias Apostoluaren bezhilla. <box>56 494 311 525</box>
article-paragraph: Zer egin? <box>1361 1032 1411 1046</box>
subsection-title-alharguntsa: ALHARGUNTSA ERREKARDARIA <box>828 387 1079 409</box>
ad-title: TREFLE A QUATRE <box>353 2196 535 2216</box>
article-paragraph: Gazena ordena gehiago gizonek bere etchean eta alorretan; eta ez ditzeke ukan zeruko eta lurrezko jatetcheek, pibota, gehiago, herriko gaztetako soziinak ahal bezala. <box>1092 755 1336 833</box>
article-paragraph: Lehenagoko zioena, hik bahu ene begia, edo nik hire besoa. <box>1348 502 1594 533</box>
article-paragraph: Lorsqu'on sort de Cambo, en se dirigeant sur Espelette, au sommet de la première côte, à gauche, on voit un chemin nouvellement empierré, indiqué par un panneau sur lequel est inscrit: La Pouponnière. A 50 mètres s'élève le bâtiment qui atteint déjà la toiture. <box>575 594 815 689</box>
